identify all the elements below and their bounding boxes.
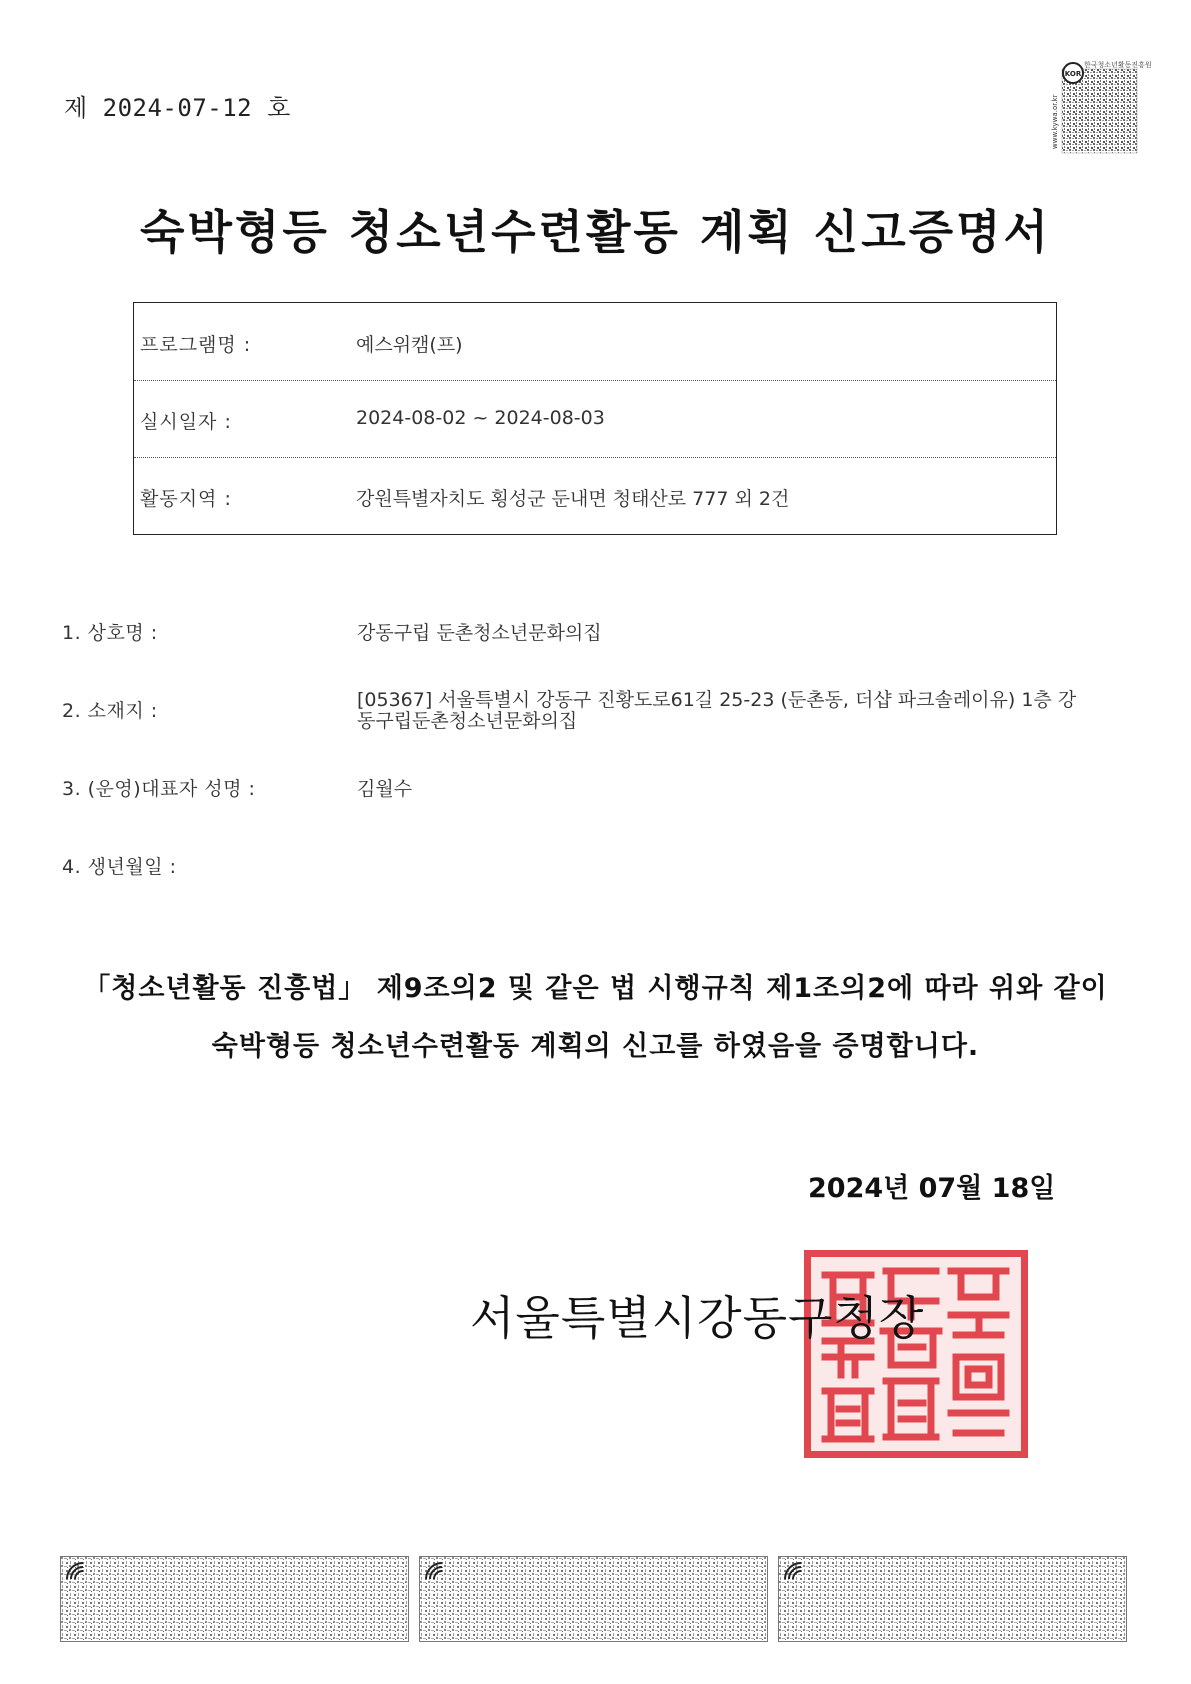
pattern-corner-icon <box>781 1559 805 1583</box>
svg-text:한국청소년활동진흥원: 한국청소년활동진흥원 <box>1084 61 1152 69</box>
program-info-box <box>133 302 1057 535</box>
address-value-line2: 동구립둔촌청소년문화의집 <box>357 710 578 732</box>
document-number: 제 2024-07-12 호 <box>64 94 291 122</box>
declaration-line-1: 「청소년활동 진흥법」 제9조의2 및 같은 법 시행규칙 제1조의2에 따라 위와 같이 <box>83 973 1108 1004</box>
representative-value: 김월수 <box>357 778 413 800</box>
issuer-name: 서울특별시강동구청장 <box>470 1291 925 1345</box>
security-pattern-1 <box>60 1556 409 1642</box>
program-location-label: 활동지역 : <box>140 488 232 510</box>
program-location-row <box>134 457 1056 534</box>
program-name-value: 예스위캠(프) <box>356 334 463 356</box>
security-pattern-2 <box>419 1556 768 1642</box>
birthdate-label: 4. 생년월일 : <box>62 856 177 878</box>
program-name-label: 프로그램명 : <box>140 334 252 356</box>
program-date-label: 실시일자 : <box>140 411 232 433</box>
pattern-corner-icon <box>63 1559 87 1583</box>
address-label: 2. 소재지 : <box>62 700 158 722</box>
address-value-line1: [05367] 서울특별시 강동구 진황도로61길 25-23 (둔촌동, 더샵 파크솔레이유) 1층 강 <box>357 689 1077 711</box>
program-name-row <box>134 303 1056 381</box>
program-date-value: 2024-08-02 ~ 2024-08-03 <box>356 407 605 429</box>
program-location-value: 강원특별자치도 횡성군 둔내면 청태산로 777 외 2건 <box>356 488 790 510</box>
issue-date: 2024년 07월 18일 <box>808 1173 1056 1204</box>
document-title: 숙박형등 청소년수련활동 계획 신고증명서 <box>140 205 1051 259</box>
declaration-line-2: 숙박형등 청소년수련활동 계획의 신고를 하였음을 증명합니다. <box>211 1031 980 1062</box>
org-logo-pattern <box>1051 59 1152 153</box>
program-date-row <box>134 380 1056 458</box>
business-name-value: 강동구립 둔촌청소년문화의집 <box>357 622 602 644</box>
logo-vertical-text: www.kywa.or.kr <box>1051 94 1059 149</box>
security-pattern-3 <box>778 1556 1127 1642</box>
svg-text:KOR: KOR <box>1064 70 1082 78</box>
business-name-label: 1. 상호명 : <box>62 622 158 644</box>
representative-label: 3. (운영)대표자 성명 : <box>62 778 256 800</box>
pattern-corner-icon <box>422 1559 446 1583</box>
